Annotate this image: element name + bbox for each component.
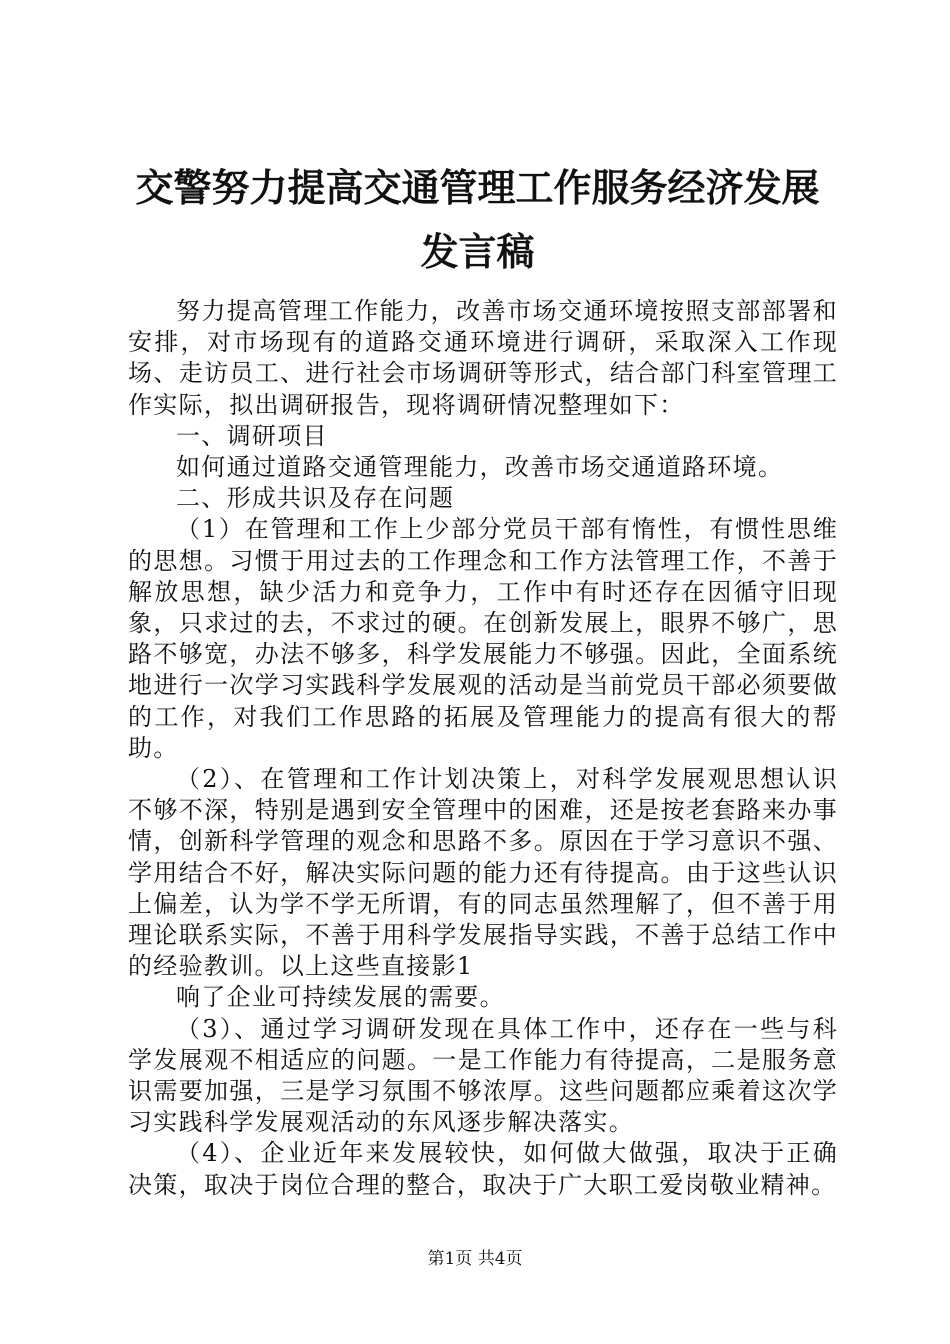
- heading-section-2: 二、形成共识及存在问题: [176, 484, 455, 513]
- paragraph-problem-3: （3）、通过学习调研发现在具体工作中，还存在一些与科学发展观不相适应的问题。一是工作能力有待提高，二是服务意识需要加强，三是学习氛围不够浓厚。这些问题都应乘着这次学习实践科学发展观活动的东风逐步解决落实。: [128, 1014, 838, 1137]
- document-title: 交警努力提高交通管理工作服务经济发展发言稿: [135, 165, 820, 274]
- paragraph-problem-2: （2）、在管理和工作计划决策上，对科学发展观思想认识不够不深，特别是遇到安全管理中的困难，还是按老套路来办事情，创新科学管理的观念和思路不多。原因在于学习意识不强、学用结合不好，解决实际问题的能力还有待提高。由于这些认识上偏差，认为学不学无所谓，有的同志虽然理解了，但不善于用理论联系实际，不善于用科学发展指导实践，不善于总结工作中的经验教训。以上这些直接影1: [128, 765, 838, 981]
- paragraph-continuation: 响了企业可持续发展的需要。: [176, 983, 505, 1012]
- paragraph-intro: 努力提高管理工作能力，改善市场交通环境按照支部部署和安排，对市场现有的道路交通环境进行调研，采取深入工作现场、走访员工、进行社会市场调研等形式，结合部门科室管理工作实际，拟出调研报告，现将调研情况整理如下：: [128, 297, 838, 419]
- paragraph-problem-4: （4）、企业近年来发展较快，如何做大做强，取决于正确决策，取决于岗位合理的整合，取决于广大职工爱岗敬业精神。: [128, 1139, 838, 1199]
- paragraph-research-item: 如何通过道路交通管理能力，改善市场交通道路环境。: [176, 453, 784, 482]
- page-footer: 第1页 共4页: [427, 1249, 523, 1269]
- document-body: [128, 296, 838, 1201]
- heading-section-1: 一、调研项目: [176, 421, 328, 450]
- paragraph-problem-1: （1）在管理和工作上少部分党员干部有惰性，有惯性思维的思想。习惯于用过去的工作理念和工作方法管理工作，不善于解放思想，缺少活力和竞争力，工作中有时还存在因循守旧现象，只求过的去，不求过的硬。在创新发展上，眼界不够广，思路不够宽，办法不够多，科学发展能力不够强。因此，全面系统地进行一次学习实践科学发展观的活动是当前党员干部必须要做的工作，对我们工作思路的拓展及管理能力的提高有很大的帮助。: [128, 515, 838, 762]
